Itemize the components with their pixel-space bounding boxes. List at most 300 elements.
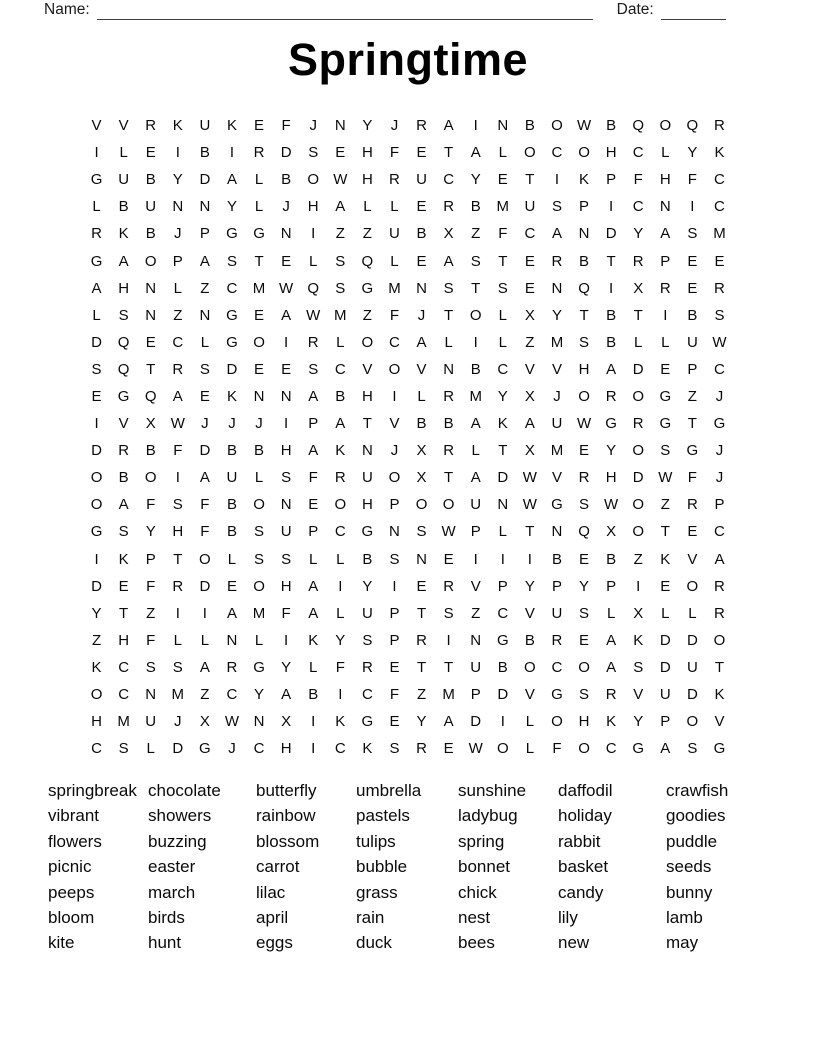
grid-letter: G bbox=[361, 279, 374, 297]
grid-letter: H bbox=[578, 713, 590, 731]
grid-letter: U bbox=[226, 469, 238, 487]
grid-letter: H bbox=[280, 577, 292, 595]
grid-letter: F bbox=[687, 171, 697, 189]
grid-letter: O bbox=[578, 387, 590, 405]
grid-letter: O bbox=[388, 360, 401, 378]
grid-letter: B bbox=[145, 442, 156, 460]
grid-letter: H bbox=[172, 523, 184, 541]
grid-letter: M bbox=[252, 279, 266, 297]
grid-letter: N bbox=[145, 686, 157, 704]
grid-letter: R bbox=[416, 117, 427, 135]
grid-letter: W bbox=[576, 117, 592, 135]
word-list-column bbox=[666, 778, 752, 956]
grid-letter: I bbox=[392, 387, 397, 405]
grid-letter: Q bbox=[144, 387, 157, 405]
grid-letter: R bbox=[389, 171, 400, 189]
grid-letter: K bbox=[335, 713, 346, 731]
grid-letter: Q bbox=[307, 279, 320, 297]
grid-letter: G bbox=[117, 387, 130, 405]
grid-letter: W bbox=[576, 415, 592, 433]
word-list-item: flowers bbox=[48, 831, 102, 851]
grid-letter: A bbox=[91, 279, 102, 297]
grid-letter: O bbox=[686, 577, 699, 595]
grid-letter: D bbox=[632, 360, 644, 378]
grid-letter: J bbox=[390, 442, 399, 460]
grid-row bbox=[83, 573, 733, 600]
grid-letter: C bbox=[334, 740, 346, 758]
grid-letter: L bbox=[661, 144, 670, 162]
grid-letter: K bbox=[91, 658, 102, 676]
grid-letter: Y bbox=[362, 577, 373, 595]
grid-letter: B bbox=[524, 631, 535, 649]
grid-letter: O bbox=[334, 496, 347, 514]
grid-letter: Y bbox=[281, 658, 292, 676]
grid-letter: V bbox=[416, 360, 427, 378]
grid-letter: D bbox=[632, 469, 644, 487]
grid-letter: O bbox=[524, 144, 536, 162]
grid-letter: Y bbox=[497, 387, 508, 405]
grid-letter: S bbox=[145, 658, 156, 676]
grid-row bbox=[83, 139, 733, 166]
grid-letter: L bbox=[119, 144, 128, 162]
grid-letter: G bbox=[253, 225, 265, 243]
grid-letter: O bbox=[307, 171, 320, 189]
grid-letter: R bbox=[443, 198, 455, 216]
grid-letter: W bbox=[522, 469, 537, 487]
grid-letter: B bbox=[226, 523, 237, 541]
grid-row bbox=[83, 220, 733, 247]
word-list-item: sunshine bbox=[458, 781, 527, 800]
grid-letter: D bbox=[199, 577, 211, 595]
grid-letter: D bbox=[659, 658, 671, 676]
grid-letter: H bbox=[578, 360, 590, 378]
grid-letter: E bbox=[660, 577, 671, 595]
grid-letter: R bbox=[145, 117, 157, 135]
word-list-item: peeps bbox=[48, 882, 95, 902]
grid-letter: A bbox=[199, 469, 210, 487]
grid-letter: E bbox=[281, 360, 292, 378]
grid-letter: G bbox=[713, 415, 726, 433]
grid-letter: E bbox=[416, 252, 427, 270]
grid-letter: L bbox=[606, 604, 616, 622]
grid-letter: U bbox=[524, 198, 536, 216]
grid-letter: N bbox=[659, 198, 671, 216]
grid-letter: C bbox=[91, 740, 102, 758]
grid-letter: I bbox=[202, 604, 207, 622]
grid-letter: S bbox=[199, 360, 210, 378]
grid-letter: A bbox=[443, 252, 454, 270]
grid-letter: E bbox=[145, 144, 156, 162]
grid-letter: G bbox=[659, 387, 672, 405]
grid-letter: S bbox=[497, 279, 508, 297]
grid-letter: Y bbox=[91, 604, 102, 622]
grid-letter: X bbox=[524, 442, 535, 460]
grid-letter: G bbox=[90, 171, 103, 189]
grid-letter: A bbox=[660, 225, 671, 243]
word-list-item: pastels bbox=[356, 806, 410, 826]
grid-letter: U bbox=[361, 604, 373, 622]
date-input-line[interactable] bbox=[661, 4, 726, 20]
grid-letter: O bbox=[686, 713, 699, 731]
grid-letter: B bbox=[145, 225, 156, 243]
grid-letter: F bbox=[173, 442, 183, 460]
grid-letter: E bbox=[416, 144, 427, 162]
word-list-item: vibrant bbox=[48, 806, 100, 826]
grid-letter: M bbox=[713, 225, 726, 243]
word-list-item: showers bbox=[148, 806, 212, 826]
grid-letter: X bbox=[524, 387, 535, 405]
grid-letter: V bbox=[714, 713, 725, 731]
grid-letter: G bbox=[226, 333, 238, 351]
grid-letter: R bbox=[714, 604, 725, 622]
grid-letter: V bbox=[524, 686, 535, 704]
grid-letter: F bbox=[633, 171, 643, 189]
grid-letter: W bbox=[441, 523, 456, 541]
grid-letter: V bbox=[389, 415, 400, 433]
grid-letter: Q bbox=[361, 252, 374, 270]
grid-letter: A bbox=[606, 658, 617, 676]
grid-letter: S bbox=[579, 496, 590, 514]
grid-letter: J bbox=[255, 415, 263, 433]
grid-letter: L bbox=[444, 333, 453, 351]
grid-letter: B bbox=[335, 387, 346, 405]
grid-letter: E bbox=[497, 171, 508, 189]
grid-letter: I bbox=[94, 415, 99, 433]
grid-letter: E bbox=[389, 713, 400, 731]
grid-letter: K bbox=[118, 550, 129, 568]
grid-letter: S bbox=[308, 144, 319, 162]
grid-letter: Q bbox=[578, 279, 590, 297]
grid-letter: O bbox=[144, 252, 157, 270]
grid-letter: R bbox=[226, 658, 238, 676]
grid-letter: J bbox=[174, 713, 182, 731]
grid-row bbox=[83, 302, 733, 329]
grid-letter: I bbox=[473, 550, 478, 568]
grid-letter: N bbox=[334, 117, 346, 135]
grid-letter: M bbox=[388, 279, 401, 297]
grid-letter: P bbox=[660, 252, 671, 270]
word-list-item: duck bbox=[356, 933, 392, 953]
grid-letter: N bbox=[253, 713, 265, 731]
grid-letter: S bbox=[91, 360, 102, 378]
grid-letter: O bbox=[578, 144, 590, 162]
grid-row bbox=[83, 112, 733, 139]
grid-letter: C bbox=[361, 686, 373, 704]
grid-letter: Y bbox=[579, 577, 590, 595]
grid-row bbox=[83, 275, 733, 302]
grid-letter: S bbox=[389, 550, 400, 568]
word-list-item: ladybug bbox=[458, 806, 518, 826]
grid-letter: X bbox=[416, 469, 427, 487]
grid-letter: M bbox=[252, 604, 266, 622]
grid-letter: R bbox=[443, 387, 455, 405]
grid-letter: C bbox=[334, 360, 346, 378]
grid-letter: F bbox=[389, 144, 400, 162]
grid-letter: R bbox=[714, 577, 725, 595]
word-list-item: eggs bbox=[256, 933, 293, 953]
grid-letter: O bbox=[632, 387, 645, 405]
word-list-item: butterfly bbox=[256, 781, 317, 800]
grid-letter: T bbox=[444, 658, 454, 676]
grid-letter: C bbox=[443, 171, 455, 189]
word-list-column bbox=[558, 778, 666, 956]
grid-letter: F bbox=[498, 225, 508, 243]
grid-row bbox=[83, 654, 733, 681]
grid-letter: A bbox=[226, 171, 237, 189]
grid-letter: K bbox=[633, 631, 644, 649]
grid-letter: H bbox=[361, 144, 373, 162]
grid-letter: E bbox=[335, 144, 346, 162]
grid-letter: V bbox=[524, 604, 535, 622]
grid-letter: I bbox=[284, 631, 289, 649]
grid-letter: O bbox=[713, 631, 726, 649]
grid-letter: H bbox=[361, 387, 373, 405]
grid-letter: I bbox=[94, 550, 99, 568]
grid-letter: B bbox=[118, 469, 129, 487]
word-list-item: buzzing bbox=[148, 831, 207, 851]
grid-letter: M bbox=[442, 686, 455, 704]
grid-letter: J bbox=[282, 198, 290, 216]
grid-letter: S bbox=[579, 333, 590, 351]
grid-letter: D bbox=[226, 360, 238, 378]
grid-letter: V bbox=[687, 550, 698, 568]
word-list-item: chick bbox=[458, 882, 497, 902]
grid-letter: E bbox=[524, 252, 535, 270]
word-list-item: spring bbox=[458, 831, 505, 851]
grid-letter: D bbox=[91, 577, 102, 595]
grid-letter: X bbox=[443, 225, 454, 243]
grid-letter: I bbox=[284, 333, 289, 351]
grid-letter: S bbox=[687, 225, 698, 243]
word-list-item: bunny bbox=[666, 882, 713, 902]
grid-letter: O bbox=[199, 550, 211, 568]
grid-letter: Y bbox=[633, 225, 644, 243]
grid-letter: J bbox=[715, 442, 724, 460]
grid-letter: S bbox=[579, 686, 590, 704]
grid-letter: C bbox=[334, 523, 346, 541]
grid-letter: O bbox=[361, 333, 374, 351]
name-input-line[interactable] bbox=[97, 4, 593, 20]
grid-letter: R bbox=[172, 577, 184, 595]
word-list-column bbox=[356, 778, 458, 956]
grid-letter: A bbox=[416, 333, 427, 351]
grid-letter: T bbox=[416, 658, 427, 676]
grid-letter: A bbox=[551, 225, 562, 243]
word-list-item: march bbox=[148, 882, 196, 902]
grid-letter: H bbox=[280, 442, 292, 460]
word-list-item: nest bbox=[458, 908, 491, 928]
grid-letter: X bbox=[199, 713, 210, 731]
grid-letter: J bbox=[417, 306, 426, 324]
grid-letter: H bbox=[307, 198, 319, 216]
grid-letter: O bbox=[469, 306, 482, 324]
grid-letter: U bbox=[551, 604, 563, 622]
grid-letter: X bbox=[633, 279, 644, 297]
grid-letter: Z bbox=[200, 279, 210, 297]
grid-letter: L bbox=[336, 550, 345, 568]
grid-letter: L bbox=[336, 333, 345, 351]
grid-letter: O bbox=[90, 469, 103, 487]
grid-letter: J bbox=[201, 415, 209, 433]
grid-letter: H bbox=[659, 171, 671, 189]
grid-letter: Z bbox=[416, 686, 427, 704]
grid-letter: Q bbox=[117, 360, 130, 378]
grid-letter: L bbox=[498, 523, 507, 541]
grid-letter: N bbox=[199, 306, 211, 324]
grid-letter: T bbox=[633, 306, 643, 324]
grid-letter: R bbox=[551, 631, 563, 649]
grid-letter: S bbox=[281, 469, 292, 487]
grid-letter: G bbox=[361, 713, 374, 731]
word-list-item: goodies bbox=[666, 806, 726, 826]
grid-letter: I bbox=[311, 740, 316, 758]
word-list-item: lily bbox=[558, 908, 578, 928]
grid-letter: P bbox=[145, 550, 156, 568]
grid-letter: U bbox=[470, 496, 482, 514]
grid-letter: C bbox=[118, 686, 130, 704]
grid-letter: N bbox=[280, 496, 292, 514]
grid-letter: E bbox=[714, 252, 725, 270]
grid-letter: S bbox=[172, 658, 183, 676]
grid-letter: G bbox=[199, 740, 211, 758]
grid-letter: P bbox=[389, 631, 400, 649]
grid-letter: R bbox=[361, 658, 373, 676]
grid-letter: A bbox=[335, 415, 346, 433]
grid-letter: L bbox=[336, 604, 345, 622]
grid-letter: Z bbox=[471, 604, 481, 622]
grid-letter: R bbox=[307, 333, 319, 351]
grid-letter: B bbox=[497, 658, 508, 676]
grid-letter: I bbox=[500, 550, 505, 568]
grid-letter: G bbox=[713, 740, 726, 758]
header bbox=[44, 1, 744, 20]
grid-letter: T bbox=[444, 306, 454, 324]
grid-letter: C bbox=[497, 604, 509, 622]
grid-letter: W bbox=[712, 333, 727, 351]
grid-letter: B bbox=[579, 252, 590, 270]
grid-letter: N bbox=[145, 306, 157, 324]
grid-letter: O bbox=[253, 496, 265, 514]
grid-row bbox=[83, 681, 733, 708]
grid-letter: K bbox=[606, 713, 617, 731]
grid-letter: L bbox=[254, 631, 264, 649]
grid-letter: E bbox=[443, 740, 454, 758]
grid-letter: I bbox=[500, 713, 505, 731]
word-list-item: april bbox=[256, 908, 289, 928]
word-list-item: bees bbox=[458, 933, 495, 953]
grid-letter: U bbox=[416, 171, 427, 189]
grid-letter: B bbox=[254, 442, 265, 460]
word-list-item: rabbit bbox=[558, 831, 601, 851]
grid-letter: G bbox=[496, 631, 509, 649]
grid-row bbox=[83, 193, 733, 220]
grid-letter: O bbox=[524, 658, 536, 676]
grid-letter: D bbox=[470, 713, 482, 731]
word-list-item: bonnet bbox=[458, 857, 510, 877]
grid-letter: O bbox=[90, 496, 103, 514]
grid-letter: S bbox=[687, 740, 698, 758]
grid-letter: N bbox=[416, 550, 427, 568]
grid-letter: E bbox=[687, 252, 698, 270]
grid-letter: I bbox=[311, 225, 316, 243]
grid-letter: L bbox=[254, 171, 264, 189]
grid-letter: R bbox=[605, 387, 617, 405]
grid-letter: P bbox=[308, 523, 319, 541]
grid-letter: C bbox=[172, 333, 184, 351]
grid-letter: F bbox=[687, 469, 697, 487]
grid-letter: W bbox=[279, 279, 294, 297]
grid-letter: J bbox=[174, 225, 182, 243]
grid-letter: H bbox=[605, 144, 617, 162]
grid-letter: J bbox=[553, 387, 561, 405]
grid-letter: L bbox=[498, 306, 507, 324]
grid-letter: N bbox=[280, 225, 292, 243]
grid-letter: K bbox=[714, 686, 725, 704]
grid-letter: L bbox=[309, 658, 318, 676]
grid-letter: I bbox=[473, 117, 478, 135]
grid-letter: H bbox=[361, 171, 373, 189]
grid-letter: Z bbox=[91, 631, 102, 649]
grid-letter: K bbox=[362, 740, 373, 758]
grid-letter: N bbox=[497, 496, 509, 514]
grid-letter: T bbox=[444, 469, 454, 487]
word-list-column bbox=[148, 778, 256, 956]
grid-letter: A bbox=[118, 496, 129, 514]
grid-letter: O bbox=[632, 523, 645, 541]
grid-letter: A bbox=[308, 604, 319, 622]
grid-letter: G bbox=[226, 306, 238, 324]
grid-letter: O bbox=[578, 740, 590, 758]
grid-letter: E bbox=[660, 360, 671, 378]
word-list-item: new bbox=[558, 933, 590, 953]
grid-letter: Q bbox=[686, 117, 699, 135]
grid-letter: R bbox=[714, 117, 725, 135]
grid-letter: I bbox=[609, 279, 614, 297]
grid-letter: W bbox=[306, 306, 321, 324]
grid-letter: L bbox=[525, 713, 535, 731]
grid-letter: A bbox=[660, 740, 671, 758]
grid-letter: W bbox=[333, 171, 348, 189]
word-list-item: birds bbox=[148, 908, 185, 928]
grid-letter: P bbox=[497, 577, 508, 595]
grid-letter: E bbox=[416, 198, 427, 216]
puzzle-title: Springtime bbox=[287, 34, 529, 85]
grid-letter: I bbox=[175, 144, 180, 162]
grid-letter: L bbox=[363, 198, 372, 216]
grid-letter: B bbox=[226, 496, 237, 514]
grid-letter: L bbox=[634, 333, 643, 351]
grid-letter: H bbox=[91, 713, 102, 731]
grid-letter: T bbox=[579, 306, 589, 324]
grid-letter: F bbox=[281, 117, 291, 135]
grid-letter: R bbox=[334, 469, 346, 487]
grid-letter: R bbox=[714, 279, 725, 297]
grid-letter: P bbox=[606, 171, 617, 189]
word-list-item: picnic bbox=[48, 857, 92, 877]
grid-letter: T bbox=[606, 252, 616, 270]
word-list-item: hunt bbox=[148, 933, 182, 953]
grid-letter: D bbox=[497, 686, 509, 704]
grid-letter: L bbox=[92, 198, 101, 216]
word-list-item: puddle bbox=[666, 831, 718, 851]
grid-letter: T bbox=[714, 658, 725, 676]
grid-letter: T bbox=[498, 252, 508, 270]
grid-letter: K bbox=[497, 415, 508, 433]
grid-letter: S bbox=[335, 252, 346, 270]
grid-letter: H bbox=[605, 469, 617, 487]
grid-letter: T bbox=[498, 442, 508, 460]
grid-letter: X bbox=[281, 713, 292, 731]
